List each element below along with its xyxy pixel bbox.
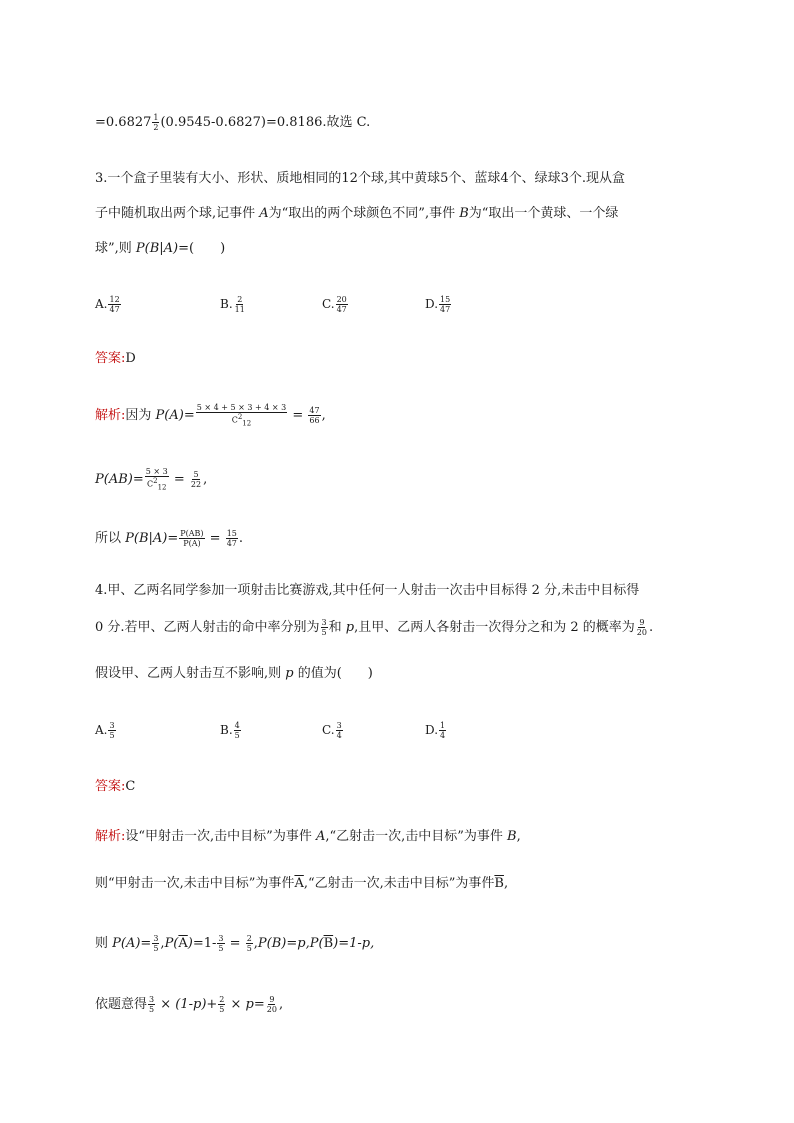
answer-value: C (125, 779, 136, 794)
q3-stem-line-3: 球”,则 P(B|A)=( ) (95, 241, 226, 256)
q3-answer (95, 351, 136, 367)
q4-analysis-line-1: 解析:设“甲射击一次,击中目标”为事件 A,“乙射击一次,击中目标”为事件 B, (95, 829, 521, 844)
q4-stem-line-3: 假设甲、乙两人射击互不影响,则 p 的值为( ) (95, 666, 373, 681)
q4-stem-line-1: 4.甲、乙两名同学参加一项射击比赛游戏,其中任何一人射击一次击中目标得 2 分,未击中目标得 (95, 583, 640, 598)
analysis-label: 解析: (95, 829, 126, 844)
q3-stem-line-1: 3.一个盒子里装有大小、形状、质地相同的12个球,其中黄球5个、蓝球4个、绿球3个.现从盒 (95, 171, 626, 186)
fraction: $\frac{47}{66}$ (309, 406, 320, 426)
q3-option-c[interactable]: C. $\frac{20}{47}$ (322, 295, 347, 314)
q3-analysis-line-3: 所以 P(B|A)= $\frac{P(AB)}{P(A)}$ = $\frac{15}{47}$ . (95, 529, 244, 548)
q3-analysis-line-2: P(AB)= $\frac{5 \times 3}{C212}$ = $\frac{5}{22}$ , (95, 467, 208, 492)
fraction: $\frac{1}{2}$ (153, 113, 159, 132)
expr-text: (0.9545-0.6827)=0.8186.故选 C. (160, 115, 371, 130)
analysis-label: 解析: (95, 408, 126, 424)
q4-option-a[interactable]: A. $\frac{3}{5}$ (95, 721, 115, 740)
fraction: $\frac{15}{47}$ (226, 529, 237, 548)
answer-label: 答案: (95, 779, 126, 794)
prev-solution-end (95, 113, 370, 132)
fraction: $\frac{5}{22}$ (190, 470, 202, 490)
q4-analysis-line-2: 则“甲射击一次,未击中目标”为事件$\overline{A},“$乙射击一次,未击中目标”为事件$\overline{B}$, (95, 876, 509, 891)
q4-answer (95, 779, 135, 795)
q3-option-a[interactable]: A. $\frac{12}{47}$ (95, 295, 120, 314)
answer-label: 答案: (95, 351, 126, 366)
q4-analysis-line-4: 依题意得 $\frac{3}{5}$ × (1-p)+ $\frac{2}{5}$ × p= $\frac{9}{20}$ , (95, 995, 284, 1014)
answer-value: D (125, 351, 136, 366)
fraction: $\frac{5 \times 4 + 5 \times 3 + 4 \times 3}{C212}$ (196, 403, 287, 428)
q3-stem-line-2: 子中随机取出两个球,记事件 A为“取出的两个球颜色不同”,事件 B为“取出一个黄球、一个绿 (95, 206, 619, 221)
q4-option-c[interactable]: C. $\frac{3}{4}$ (322, 721, 342, 740)
fraction: $\frac{5 \times 3}{C212}$ (145, 467, 168, 492)
q4-analysis-line-3: 则 P(A)= $\frac{3}{5}$ $,P(\overline{A})=1-$ $\frac{3}{5}$ = $\frac{2}{5}$ $,P(B)=p,P(\overline{B})=1-p$, (95, 934, 375, 953)
q3-analysis-line-1: 解析:因为 P(A)= $\frac{5 \times 4 + 5 \times 3 + 4 \times 3}{C212}$ = $\frac{47}{66}$ , (95, 403, 326, 428)
fraction: $\frac{P(AB)}{P(A)}$ (180, 529, 204, 548)
q4-option-b[interactable]: B. $\frac{4}{5}$ (220, 721, 240, 740)
q3-option-b[interactable]: B. $\frac{2}{11}$ (220, 295, 245, 314)
q4-stem-line-2: 0 分.若甲、乙两人射击的命中率分别为 $\frac{3}{5}$ 和 p,且甲、乙两人各射击一次得分之和为 2 的概率为 $\frac{9}{20}$ . (95, 618, 654, 637)
expr-text: =0.6827 (95, 115, 152, 130)
q4-option-d[interactable]: D. $\frac{1}{4}$ (425, 721, 446, 740)
q3-option-d[interactable]: D. $\frac{15}{47}$ (425, 295, 451, 314)
